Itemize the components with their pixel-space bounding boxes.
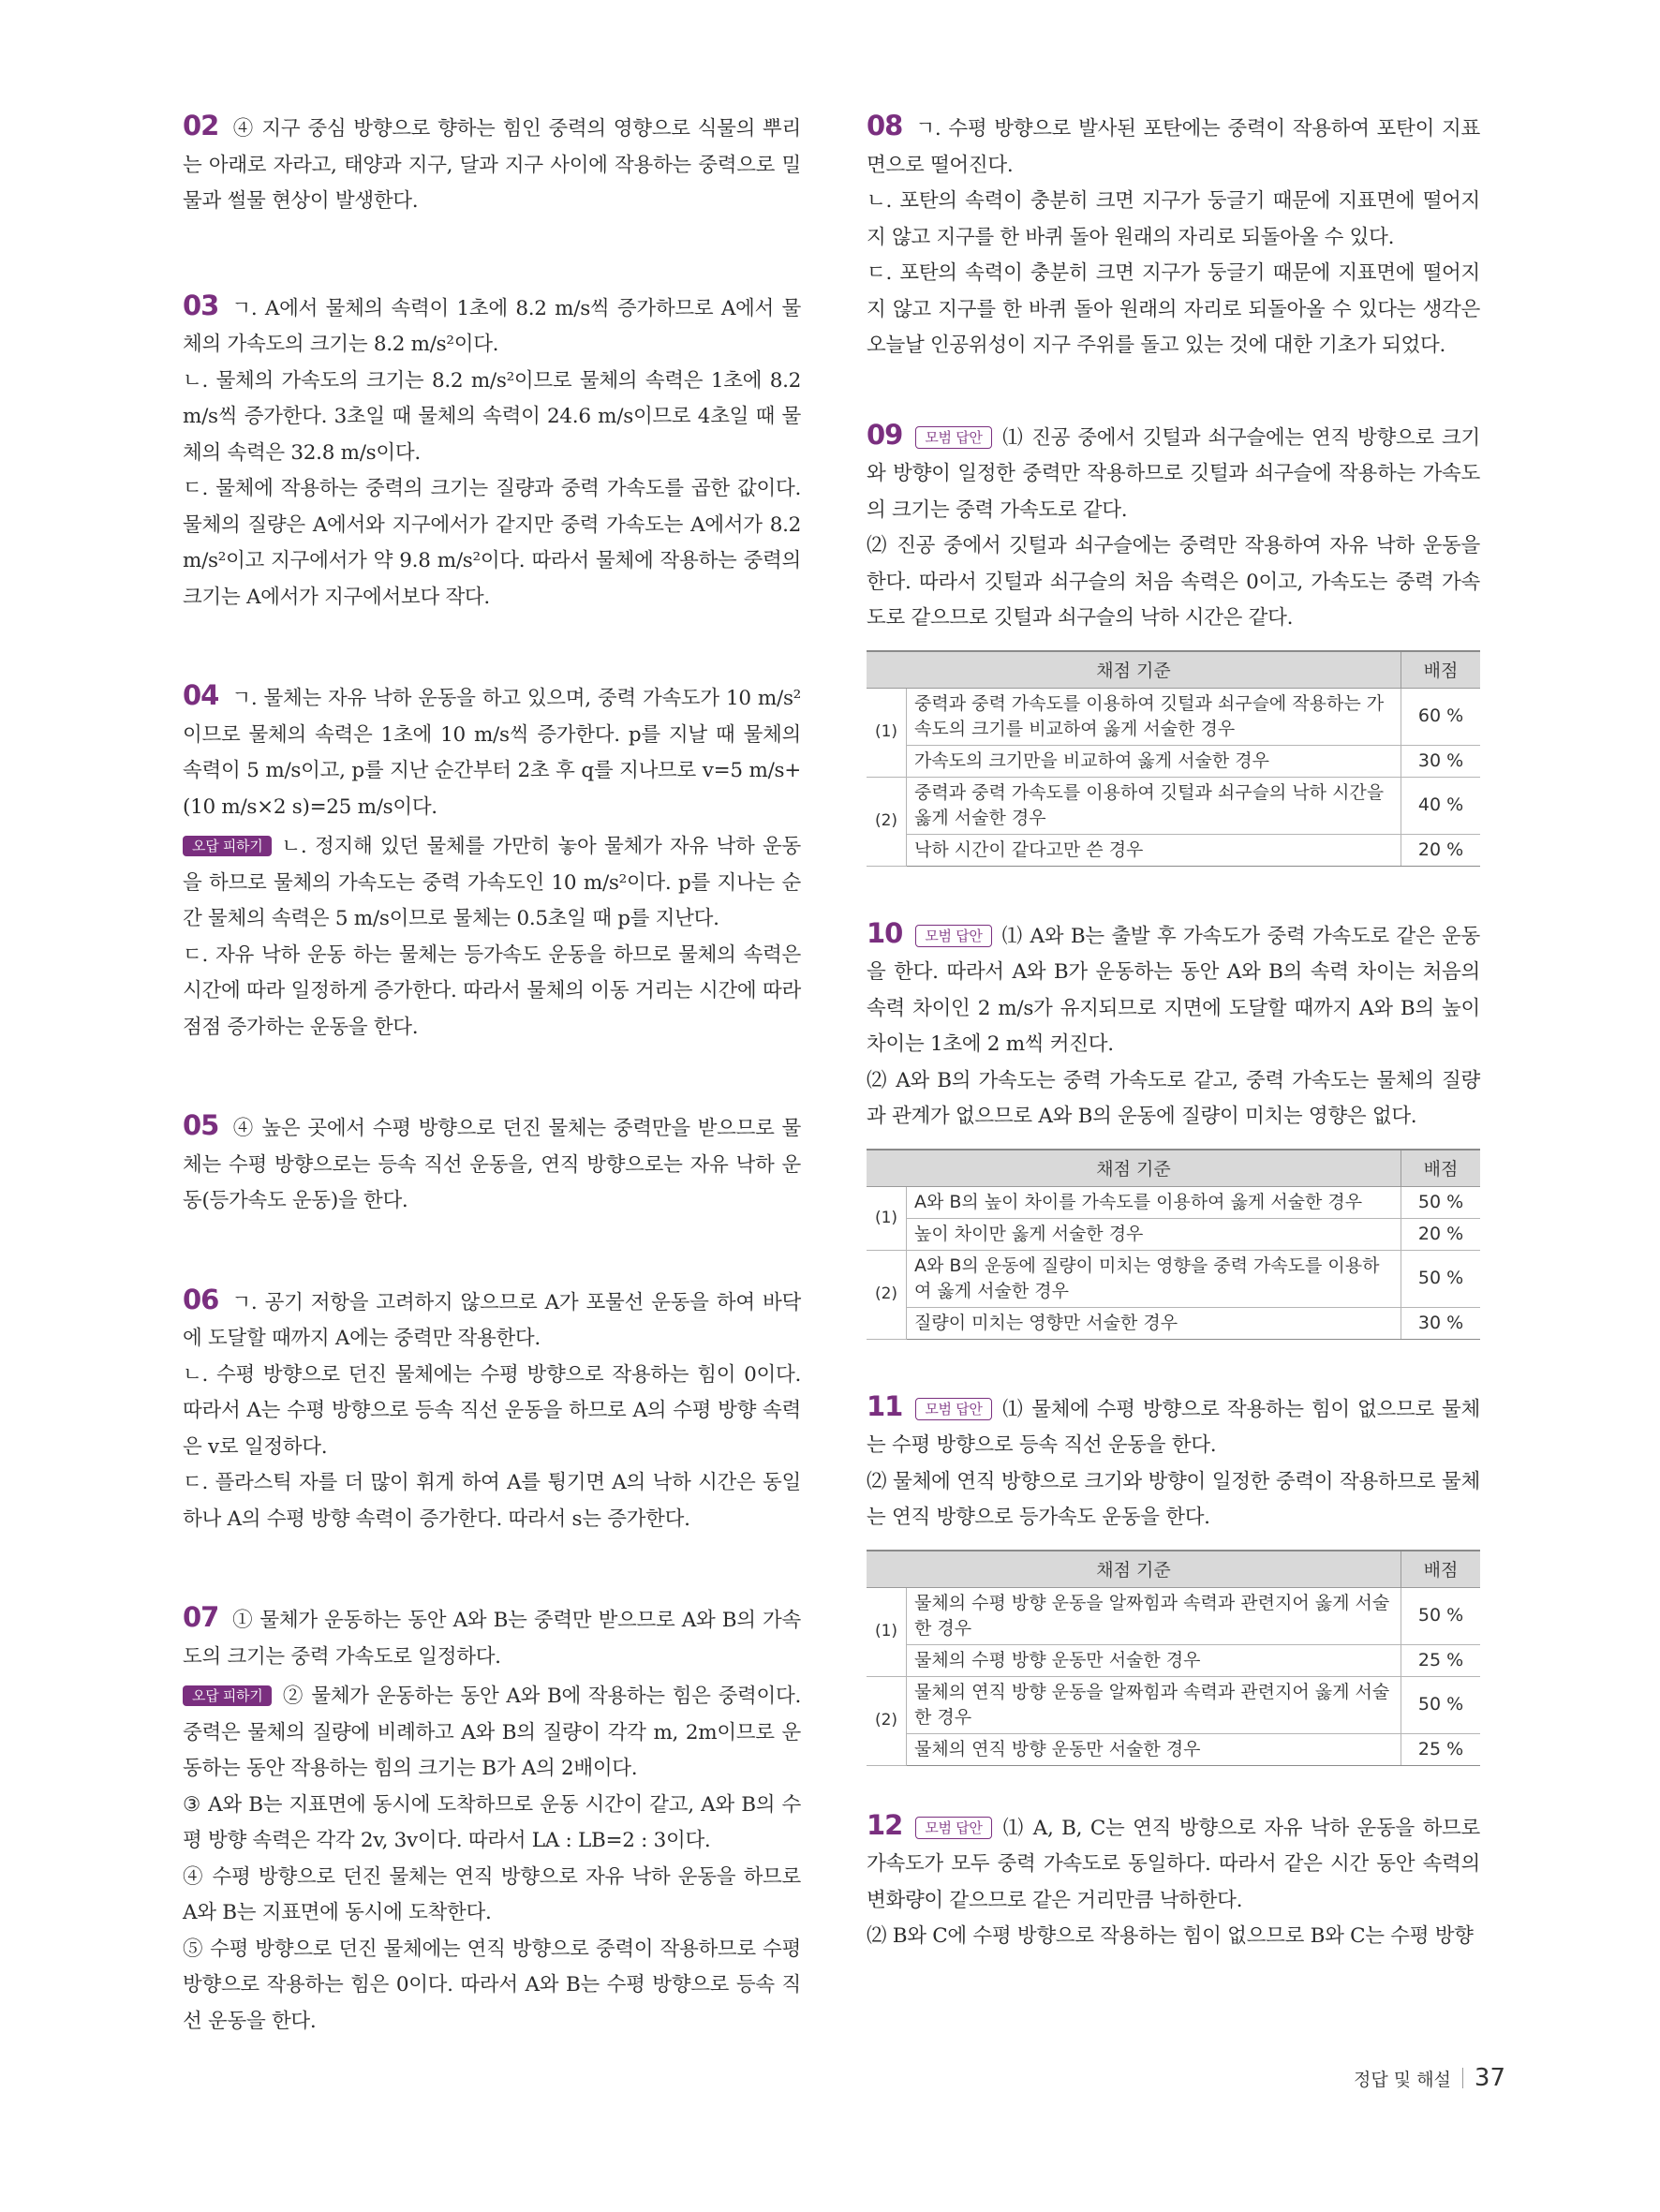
model-answer-badge: 모범 답안 <box>915 1817 991 1839</box>
question-number: 11 <box>867 1389 903 1422</box>
scoring-table <box>867 1149 1480 1340</box>
answer-text: ⑵ B와 C에 수평 방향으로 작용하는 힘이 없으므로 B와 C는 수평 방향 <box>867 1924 1474 1948</box>
question-number: 09 <box>867 418 903 451</box>
answer-text: ㄱ. 수평 방향으로 발사된 포탄에는 중력이 작용하여 포탄이 지표면으로 떨어진다. <box>867 117 1480 177</box>
table-row <box>867 1250 1480 1307</box>
table-row <box>867 1218 1480 1250</box>
criteria-cell: 물체의 연직 방향 운동을 알짜힘과 속력과 관련지어 옳게 서술한 경우 <box>907 1676 1401 1733</box>
criteria-cell: A와 B의 높이 차이를 가속도를 이용하여 옳게 서술한 경우 <box>907 1186 1401 1218</box>
answer-text: ㄷ. 플라스틱 자를 더 많이 휘게 하여 A를 튕기면 A의 낙하 시간은 동일하나 A의 수평 방향 속력이 증가한다. 따라서 s는 증가한다. <box>183 1471 801 1531</box>
criteria-header: 채점 기준 <box>867 1551 1401 1588</box>
criteria-cell: A와 B의 운동에 질량이 미치는 영향을 중력 가속도를 이용하여 옳게 서술한 경우 <box>907 1250 1401 1307</box>
question-number: 07 <box>183 1601 219 1633</box>
question-number: 08 <box>867 110 903 141</box>
answer-text: ④ 수평 방향으로 던진 물체는 연직 방향으로 자유 낙하 운동을 하므로 A와 B는 지표면에 동시에 도착한다. <box>183 1864 801 1924</box>
scoring-table <box>867 650 1480 867</box>
part-label: (1) <box>867 1186 907 1250</box>
points-cell: 20 % <box>1401 834 1481 866</box>
footer-divider <box>1462 2068 1463 2088</box>
table-row <box>867 1644 1480 1676</box>
part-label: (2) <box>867 1250 907 1339</box>
answer-text: ⑤ 수평 방향으로 던진 물체에는 연직 방향으로 중력이 작용하므로 수평 방향으로 작용하는 힘은 0이다. 따라서 A와 B는 수평 방향으로 등속 직선 운동을 한다. <box>183 1937 801 2033</box>
points-cell: 50 % <box>1401 1250 1481 1307</box>
criteria-cell: 가속도의 크기만을 비교하여 옳게 서술한 경우 <box>907 745 1401 777</box>
question-number: 02 <box>183 110 219 141</box>
question-number: 06 <box>183 1283 219 1315</box>
table-header-row <box>867 1150 1480 1187</box>
criteria-cell: 높이 차이만 옳게 서술한 경우 <box>907 1218 1401 1250</box>
table-header-row <box>867 1551 1480 1588</box>
answer-05 <box>183 1107 801 1220</box>
table-row <box>867 745 1480 777</box>
answer-text: ③ A와 B는 지표면에 동시에 도착하므로 운동 시간이 같고, A와 B의 수평 방향 속력은 각각 2v, 3v이다. 따라서 LA : LB=2 : 3이다. <box>183 1792 801 1852</box>
table-header-row <box>867 651 1480 689</box>
left-column <box>183 108 801 2040</box>
answer-text: ㄴ. 물체의 가속도의 크기는 8.2 m/s²이므로 물체의 속력은 1초에 8.2 m/s씩 증가한다. 3초일 때 물체의 속력이 24.6 m/s이므로 4초일 때 물체의 속력은 32.8 m/s이다. <box>183 368 801 465</box>
points-cell: 30 % <box>1401 745 1481 777</box>
criteria-cell: 물체의 수평 방향 운동만 서술한 경우 <box>907 1644 1401 1676</box>
part-label: (2) <box>867 777 907 866</box>
table-row <box>867 1186 1480 1218</box>
answer-07 <box>183 1599 801 2040</box>
points-cell: 50 % <box>1401 1186 1481 1218</box>
answer-06 <box>183 1282 801 1538</box>
answer-text: ㄷ. 자유 낙하 운동 하는 물체는 등가속도 운동을 하므로 물체의 속력은 시간에 따라 일정하게 증가한다. 따라서 물체의 이동 거리는 시간에 따라 점점 증가하는 운동을 한다. <box>183 943 801 1039</box>
criteria-cell: 중력과 중력 가속도를 이용하여 깃털과 쇠구슬에 작용하는 가속도의 크기를 비교하여 옳게 서술한 경우 <box>907 688 1401 745</box>
points-cell: 50 % <box>1401 1587 1481 1644</box>
part-label: (2) <box>867 1676 907 1765</box>
table-row <box>867 777 1480 834</box>
points-cell: 20 % <box>1401 1218 1481 1250</box>
points-header: 배점 <box>1401 651 1481 689</box>
criteria-header: 채점 기준 <box>867 651 1401 689</box>
answer-text: ㄴ. 포탄의 속력이 충분히 크면 지구가 둥글기 때문에 지표면에 떨어지지 않고 지구를 한 바퀴 돌아 원래의 자리로 되돌아올 수 있다. <box>867 189 1480 249</box>
criteria-cell: 질량이 미치는 영향만 서술한 경우 <box>907 1307 1401 1339</box>
answer-04 <box>183 677 801 1046</box>
answer-text: ⑴ 진공 중에서 깃털과 쇠구슬에는 연직 방향으로 크기와 방향이 일정한 중력만 작용하므로 깃털과 쇠구슬에 작용하는 가속도의 크기는 중력 가속도로 같다. <box>867 425 1480 522</box>
points-header: 배점 <box>1401 1150 1481 1187</box>
right-column <box>867 108 1480 1955</box>
table-row <box>867 1307 1480 1339</box>
question-number: 04 <box>183 679 219 711</box>
answer-09 <box>867 417 1480 867</box>
page-footer <box>1354 2064 1505 2092</box>
answer-text: ㄱ. 물체는 자유 낙하 운동을 하고 있으며, 중력 가속도가 10 m/s²이므로 물체의 속력은 1초에 10 m/s씩 증가한다. p를 지날 때 물체의 속력이 5 m/s이고, p를 지난 순간부터 2초 후 q를 지나므로 v=5 m/s+(10 m/s×2 s)=25 m/s이다. <box>183 687 801 819</box>
avoid-error-badge: 오답 피하기 <box>183 1685 272 1706</box>
answer-text: ⑴ A와 B는 출발 후 가속도가 중력 가속도로 같은 운동을 한다. 따라서 A와 B가 운동하는 동안 A와 B의 속력 차이는 처음의 속력 차이인 2 m/s가 유지되므로 지면에 도달할 때까지 A와 B의 높이 차이는 1초에 2 m씩 커진다. <box>867 924 1480 1056</box>
answer-text: ㄱ. 공기 저항을 고려하지 않으므로 A가 포물선 운동을 하여 바닥에 도달할 때까지 A에는 중력만 작용한다. <box>183 1290 801 1350</box>
answer-text: ⑴ A, B, C는 연직 방향으로 자유 낙하 운동을 하므로 가속도가 모두 중력 가속도로 동일하다. 따라서 같은 시간 동안 속력의 변화량이 같으므로 같은 거리만큼 낙하한다. <box>867 1816 1480 1912</box>
criteria-header: 채점 기준 <box>867 1150 1401 1187</box>
answer-text: ㄷ. 물체에 작용하는 중력의 크기는 질량과 중력 가속도를 곱한 값이다. 물체의 질량은 A에서와 지구에서가 같지만 중력 가속도는 A에서가 8.2 m/s²이고 지구에서가 약 9.8 m/s²이다. 따라서 물체에 작용하는 중력의 크기는 A에서가 지구에서보다 작다. <box>183 477 801 609</box>
criteria-cell: 물체의 수평 방향 운동을 알짜힘과 속력과 관련지어 옳게 서술한 경우 <box>907 1587 1401 1644</box>
question-number: 12 <box>867 1808 903 1841</box>
page-number: 37 <box>1474 2064 1505 2092</box>
table-row <box>867 688 1480 745</box>
answer-11 <box>867 1388 1480 1766</box>
points-header: 배점 <box>1401 1551 1481 1588</box>
answer-text: ④ 지구 중심 방향으로 향하는 힘인 중력의 영향으로 식물의 뿌리는 아래로 자라고, 태양과 지구, 달과 지구 사이에 작용하는 중력으로 밀물과 썰물 현상이 발생한다. <box>183 117 801 213</box>
question-number: 10 <box>867 916 903 949</box>
answer-text: ㄴ. 수평 방향으로 던진 물체에는 수평 방향으로 작용하는 힘이 0이다. 따라서 A는 수평 방향으로 등속 직선 운동을 하므로 A의 수평 방향 속력은 v로 일정하다. <box>183 1362 801 1459</box>
question-number: 03 <box>183 289 219 321</box>
answer-text: ㄱ. A에서 물체의 속력이 1초에 8.2 m/s씩 증가하므로 A에서 물체의 가속도의 크기는 8.2 m/s²이다. <box>183 296 801 356</box>
answer-text: ⑵ 물체에 연직 방향으로 크기와 방향이 일정한 중력이 작용하므로 물체는 연직 방향으로 등가속도 운동을 한다. <box>867 1469 1480 1529</box>
answer-text: ② 물체가 운동하는 동안 A와 B에 작용하는 힘은 중력이다. 중력은 물체의 질량에 비례하고 A와 B의 질량이 각각 m, 2m이므로 운동하는 동안 작용하는 힘의 크기는 B가 A의 2배이다. <box>183 1685 801 1780</box>
table-row <box>867 1676 1480 1733</box>
answer-03 <box>183 288 801 616</box>
criteria-cell: 낙하 시간이 같다고만 쓴 경우 <box>907 834 1401 866</box>
answer-text: ㄷ. 포탄의 속력이 충분히 크면 지구가 둥글기 때문에 지표면에 떨어지지 않고 지구를 한 바퀴 돌아 원래의 자리로 되돌아올 수 있다는 생각은 오늘날 인공위성이 지구 주위를 돌고 있는 것에 대한 기초가 되었다. <box>867 261 1480 357</box>
answer-text: ⑵ 진공 중에서 깃털과 쇠구슬에는 중력만 작용하여 자유 낙하 운동을 한다. 따라서 깃털과 쇠구슬의 처음 속력은 0이고, 가속도는 중력 가속도로 같으므로 깃털과 쇠구슬의 낙하 시간은 같다. <box>867 534 1480 630</box>
answer-text: ④ 높은 곳에서 수평 방향으로 던진 물체는 중력만을 받으므로 물체는 수평 방향으로는 등속 직선 운동을, 연직 방향으로는 자유 낙하 운동(등가속도 운동)을 한다. <box>183 1117 801 1212</box>
criteria-cell: 중력과 중력 가속도를 이용하여 깃털과 쇠구슬의 낙하 시간을 옳게 서술한 경우 <box>907 777 1401 834</box>
part-label: (1) <box>867 1587 907 1676</box>
table-row <box>867 1733 1480 1765</box>
answer-text: ㄴ. 정지해 있던 물체를 가만히 놓아 물체가 자유 낙하 운동을 하므로 물체의 가속도는 중력 가속도인 10 m/s²이다. p를 지나는 순간 물체의 속력은 5 m/s이므로 물체는 0.5초일 때 p를 지난다. <box>183 835 801 930</box>
points-cell: 25 % <box>1401 1733 1481 1765</box>
footer-label: 정답 및 해설 <box>1354 2069 1451 2090</box>
model-answer-badge: 모범 답안 <box>915 426 991 449</box>
answer-02 <box>183 108 801 220</box>
points-cell: 30 % <box>1401 1307 1481 1339</box>
model-answer-badge: 모범 답안 <box>915 925 991 947</box>
answer-text: ① 물체가 운동하는 동안 A와 B는 중력만 받으므로 A와 B의 가속도의 크기는 중력 가속도로 일정하다. <box>183 1609 801 1669</box>
question-number: 05 <box>183 1109 219 1141</box>
part-label: (1) <box>867 688 907 777</box>
table-row <box>867 834 1480 866</box>
answer-10 <box>867 915 1480 1340</box>
points-cell: 60 % <box>1401 688 1481 745</box>
answer-text: ⑵ A와 B의 가속도는 중력 가속도로 같고, 중력 가속도는 물체의 질량과 관계가 없으므로 A와 B의 운동에 질량이 미치는 영향은 없다. <box>867 1068 1480 1128</box>
points-cell: 40 % <box>1401 777 1481 834</box>
table-row <box>867 1587 1480 1644</box>
answer-08 <box>867 108 1480 364</box>
avoid-error-badge: 오답 피하기 <box>183 836 272 856</box>
points-cell: 25 % <box>1401 1644 1481 1676</box>
criteria-cell: 물체의 연직 방향 운동만 서술한 경우 <box>907 1733 1401 1765</box>
answer-text: ⑴ 물체에 수평 방향으로 작용하는 힘이 없으므로 물체는 수평 방향으로 등속 직선 운동을 한다. <box>867 1397 1480 1457</box>
points-cell: 50 % <box>1401 1676 1481 1733</box>
scoring-table <box>867 1550 1480 1766</box>
answer-12 <box>867 1807 1480 1955</box>
model-answer-badge: 모범 답안 <box>915 1398 991 1420</box>
